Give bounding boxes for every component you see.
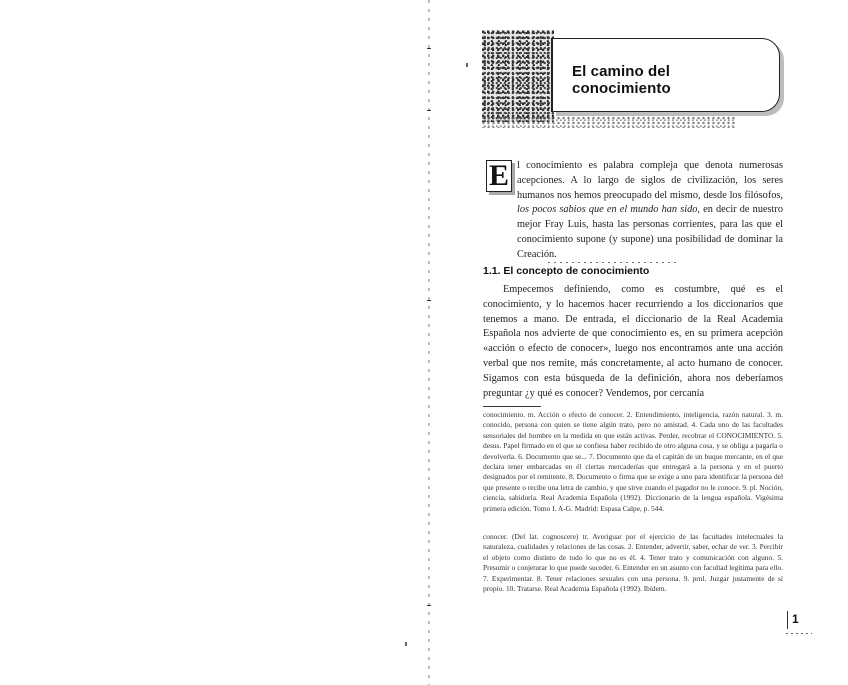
page-number-bar bbox=[787, 611, 788, 629]
section-heading: 1.1. El concepto de conocimiento bbox=[483, 265, 650, 277]
chapter-ornament bbox=[482, 30, 554, 122]
chapter-title: El camino del conocimiento bbox=[572, 63, 671, 97]
intro-paragraph bbox=[517, 159, 783, 263]
chapter-ornament-strip bbox=[482, 116, 736, 128]
page-number-dots bbox=[786, 633, 812, 634]
dropcap-letter: E bbox=[486, 160, 512, 192]
footnote-1: conocimiento. m. Acción o efecto de conocer. 2. Entendimiento, inteligencia, razón natural. 3. m. conocido, persona con quien se tiene algún trato, pero no amistad. 4. Cada uno de las facultades sensoriales del hombre en la medida en que están activas. Perder, recobrar el CONOCIMIENTO. 5. desus. Papel firmado en el que se confiesa haber recibido de otro alguna cosa, y se obliga a pagarla o devolverla. 6. Documento que se... 7. Documento que da el capitán de un buque mercante, en el que declara tener embarcadas en él ciertas mercaderías que entregará a la persona y en el puerto designados por el remitente. 8. Documento o firma que se exige a uno para identificar la persona del que presente o recibe una letra de cambio, y que sirve cuando el pagador no le conoce. 9. pl. Noción, ciencia, sabiduría. Real Academia Española (1992). Diccionario de la lengua española. Vigésima primera edición. Tomo I. A-G. Madrid: Espasa Calpe, p. 544. bbox=[483, 410, 783, 513]
footnote-rule bbox=[483, 406, 541, 407]
footnote-2: conocer. (Del lat. cognoscere) tr. Averiguar por el ejercicio de las facultades intelectuales la naturaleza, cualidades y relaciones de las cosas. 2. Entender, advertir, saber, echar de ver. 3. Percibir el objeto como distinto de todo lo que no es él. 4. Tener trato y comunicación con alguno. 5. Presumir o conjeturar lo que puede suceder. 6. Entender en un asunto con facultad legítima para ello. 7. Experimentar. 8. Tener relaciones sexuales con una persona. 9. prnl. Juzgar justamente de sí propio. 10. Tratarse. Real Academia Española (1992). Ibídem. bbox=[483, 532, 783, 594]
scan-speck bbox=[405, 642, 407, 646]
intro-text-rest: en decir de nuestro mejor Fray Luis, hasta las personas corrientes, para las que el conocimiento supone (y supone) una posibilidad de dominar la Creación. bbox=[517, 204, 783, 260]
section-separator bbox=[548, 262, 678, 263]
intro-text: l conocimiento es palabra compleja que denota numerosas acepciones. A lo largo de siglos de civilización, los seres humanos nos hemos preocupado del mismo, desde los filósofos, bbox=[517, 160, 783, 201]
page-number: 1 bbox=[792, 612, 799, 626]
intro-quote: los pocos sabios que en el mundo han sido, bbox=[517, 204, 700, 216]
body-paragraph: Empecemos definiendo, como es costumbre, qué es el conocimiento, y lo hacemos hacer recurriendo a los diccionarios que tenemos a mano. De entrada, el diccionario de la Real Academia Española nos advierte de que conocimiento es, en su primera acepción «acción o efecto de conocer», luego nos encontramos ante una acción verbal que nos remite, más concretamente, al acto humano de conocer. Sigamos con esta búsqueda de la definición, ahora nos deberíamos preguntar ¿y qué es conocer? Vendemos, por cercanía bbox=[483, 284, 783, 399]
